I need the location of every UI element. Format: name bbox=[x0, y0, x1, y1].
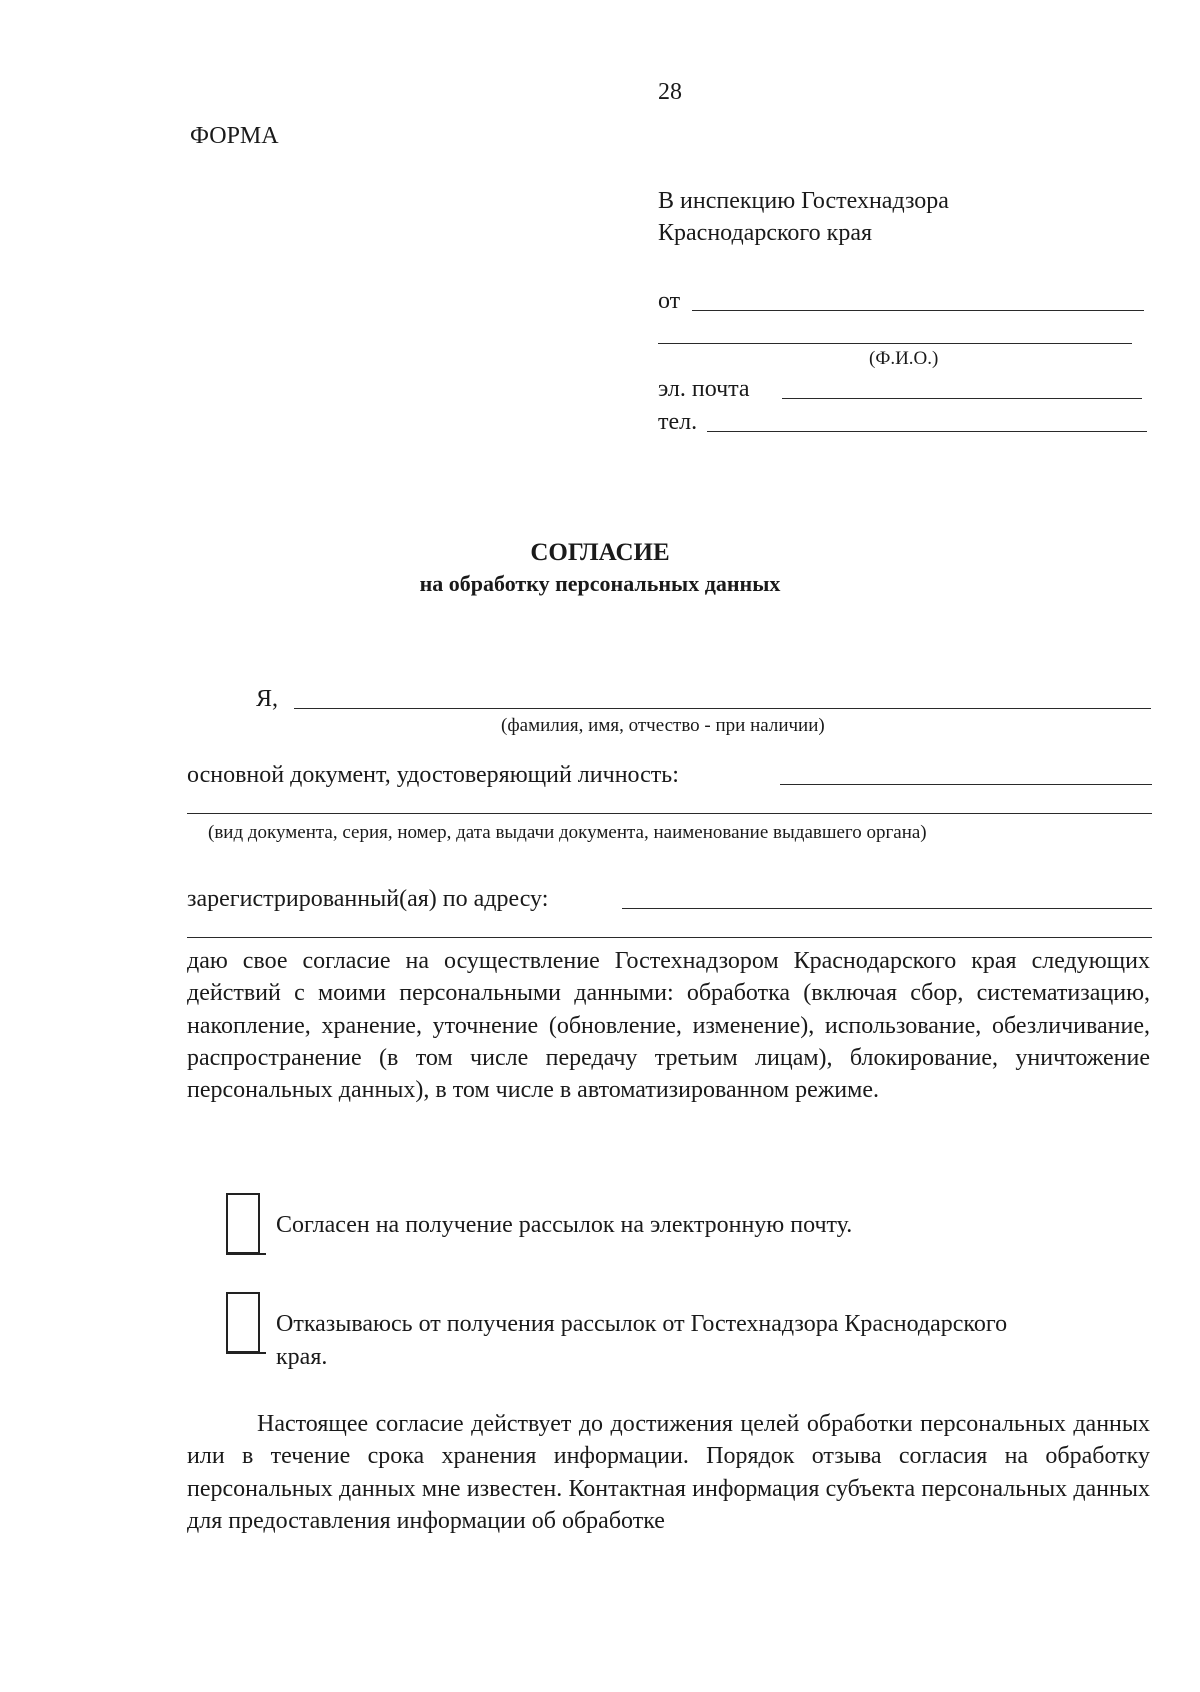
addressee-line-2: Краснодарского края bbox=[658, 220, 873, 246]
addressee-line-1: В инспекцию Гостехнадзора bbox=[658, 188, 949, 214]
address-field-line-2[interactable] bbox=[187, 937, 1152, 938]
decline-newsletter-label-line-1: Отказываюсь от получения рассылок от Гостехнадзора Краснодарского bbox=[276, 1311, 1008, 1337]
email-field[interactable] bbox=[782, 398, 1142, 399]
from-label: от bbox=[658, 288, 681, 314]
consent-paragraph: даю свое согласие на осуществление Гостехнадзором Краснодарского края следующих действий с моими персональными данными: обработка (включая сбор, систематизацию, накопление, хранение, уточнение (обновление, изменение), использование, обезличивание, распространение (в том числе передачу третьим лицам), блокирование, уничтожение персональных данных), в том числе в автоматизированном режиме. bbox=[187, 948, 1150, 1104]
id-document-label: основной документ, удостоверяющий личность: bbox=[187, 762, 679, 788]
phone-label: тел. bbox=[658, 409, 698, 435]
id-document-caption: (вид документа, серия, номер, дата выдачи документа, наименование выдавшего органа) bbox=[208, 822, 927, 843]
address-field[interactable] bbox=[622, 908, 1152, 909]
address-label: зарегистрированный(ая) по адресу: bbox=[187, 886, 549, 912]
page-number: 28 bbox=[658, 79, 682, 105]
id-document-field-line-2[interactable] bbox=[187, 813, 1152, 814]
email-label: эл. почта bbox=[658, 376, 750, 402]
document-subtitle: на обработку персональных данных bbox=[419, 571, 781, 596]
fio-caption: (Ф.И.О.) bbox=[869, 348, 939, 369]
phone-field[interactable] bbox=[707, 431, 1147, 432]
full-name-field[interactable] bbox=[294, 708, 1151, 709]
id-document-field[interactable] bbox=[780, 784, 1152, 785]
decline-newsletter-label-line-2: края. bbox=[276, 1344, 328, 1370]
i-label: Я, bbox=[256, 686, 279, 712]
decline-newsletter-checkbox[interactable] bbox=[226, 1292, 260, 1353]
agree-newsletter-label: Согласен на получение рассылок на электронную почту. bbox=[276, 1212, 853, 1238]
agree-newsletter-checkbox[interactable] bbox=[226, 1193, 260, 1254]
from-name-field[interactable] bbox=[692, 310, 1144, 311]
document-title: СОГЛАСИЕ bbox=[530, 539, 670, 566]
validity-paragraph: Настоящее согласие действует до достижения целей обработки персональных данных или в течение срока хранения информации. Порядок отзыва согласия на обработку персональных данных мне известен. Контактная информация субъекта персональных данных для предоставления информации об обработке bbox=[187, 1411, 1150, 1534]
from-name-field-line-2[interactable] bbox=[658, 343, 1132, 344]
full-name-caption: (фамилия, имя, отчество - при наличии) bbox=[501, 715, 825, 736]
form-label: ФОРМА bbox=[190, 123, 279, 149]
